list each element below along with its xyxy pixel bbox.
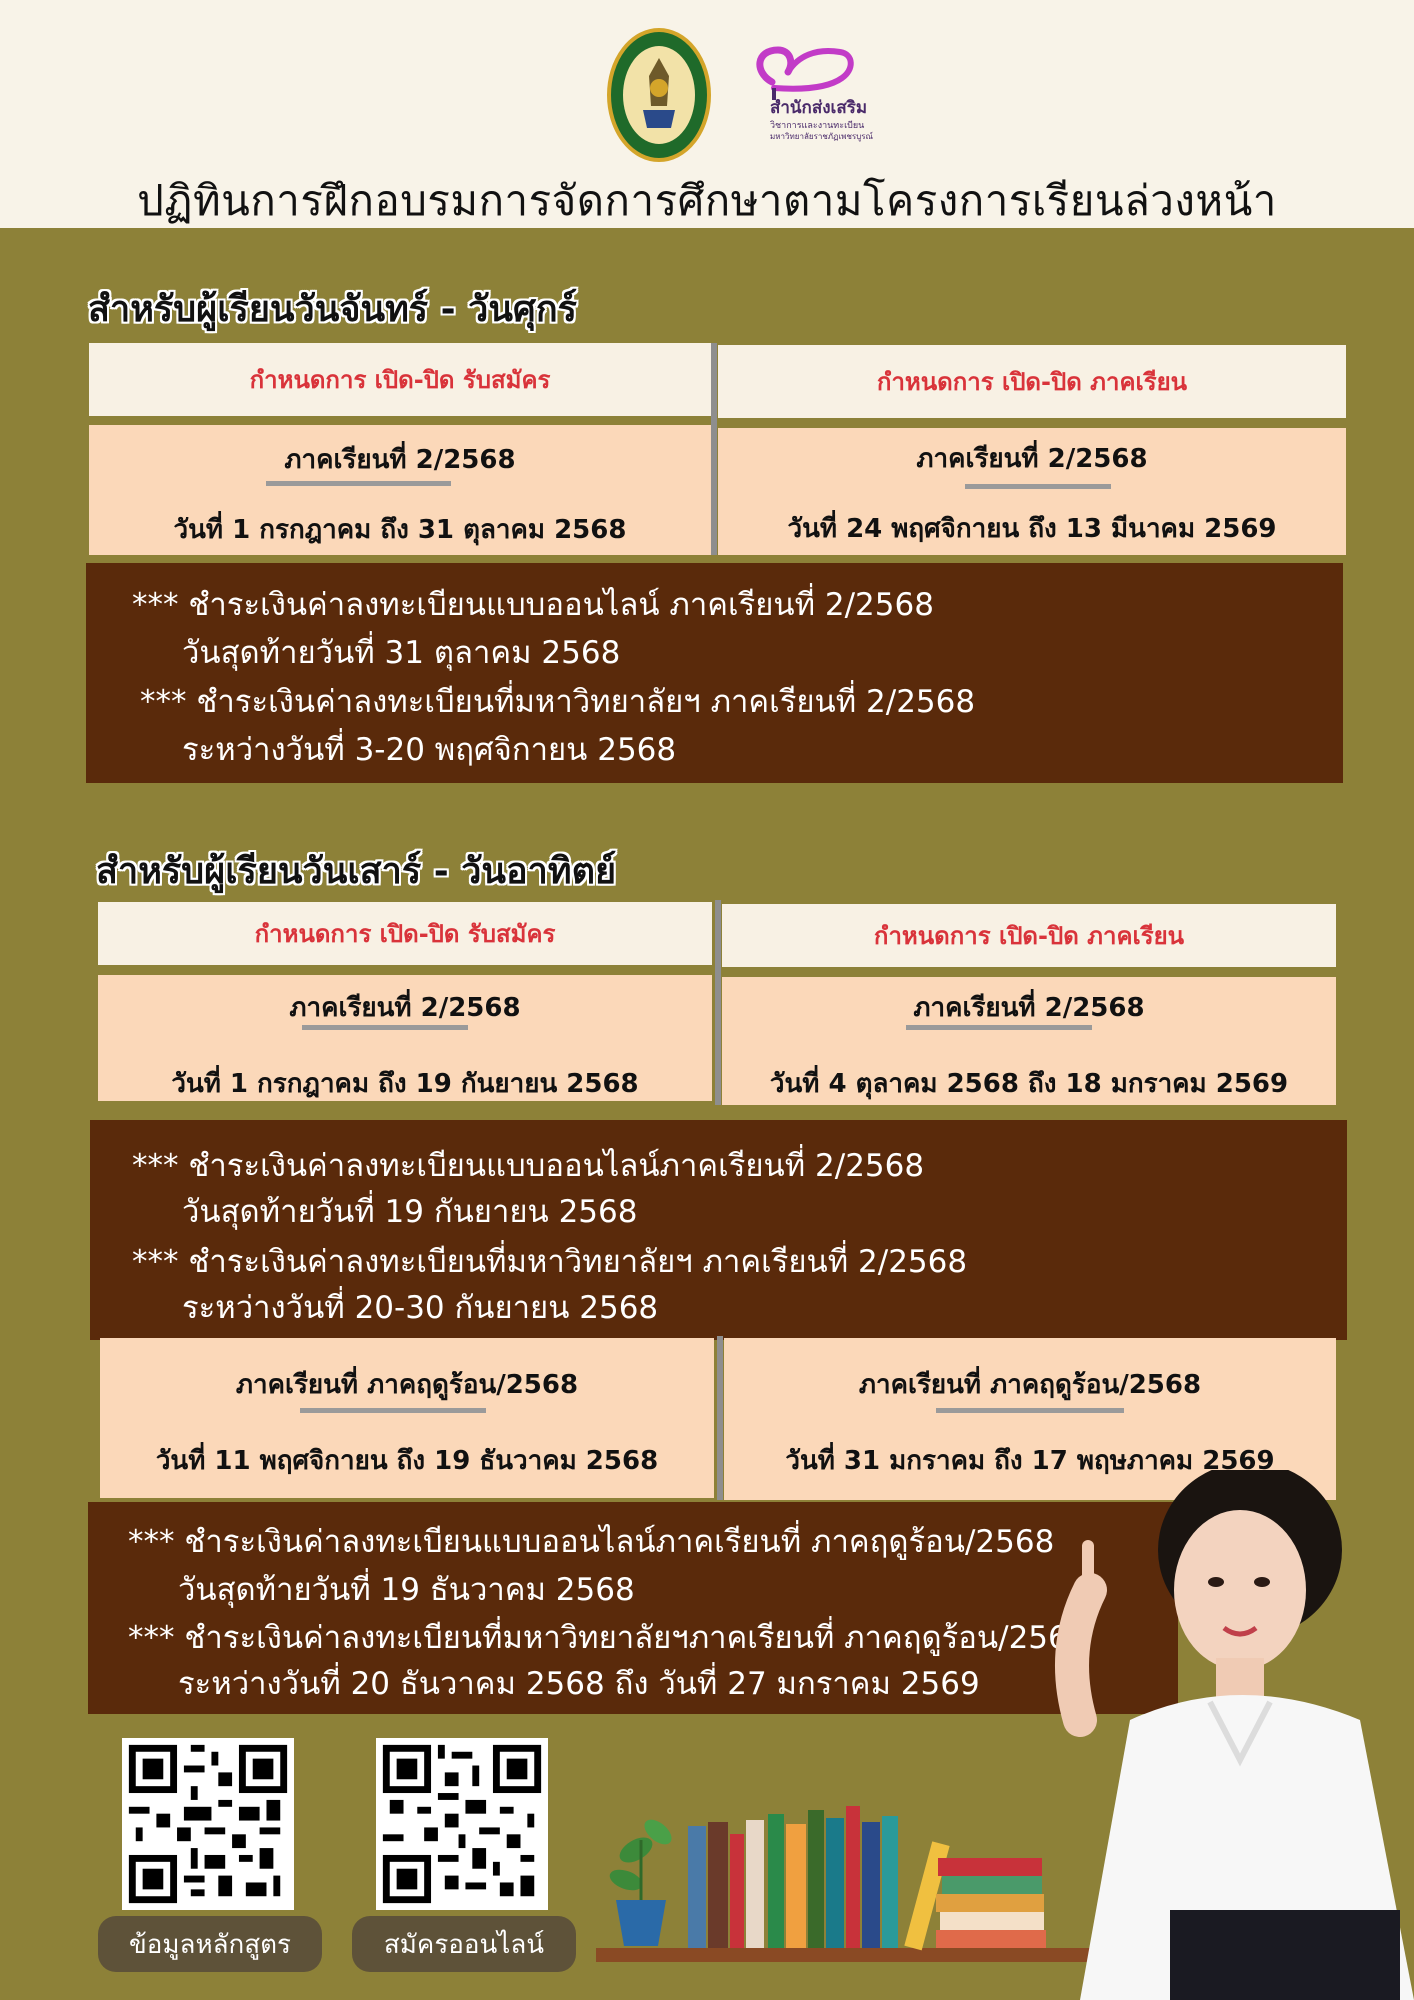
weekend-note-4: ระหว่างวันที่ 20-30 กันยายน 2568 — [182, 1290, 659, 1326]
column-divider — [715, 900, 721, 1105]
weekend-header-application: กำหนดการ เปิด-ปิด รับสมัคร — [98, 902, 712, 965]
weekend-note-2: วันสุดท้ายวันที่ 19 กันยายน 2568 — [182, 1194, 638, 1230]
weekday-application-cell — [89, 425, 711, 555]
course-info-button[interactable]: ข้อมูลหลักสูตร — [98, 1916, 322, 1972]
weekday-header-semester: กำหนดการ เปิด-ปิด ภาคเรียน — [718, 345, 1346, 418]
underline — [300, 1408, 486, 1413]
underline — [936, 1408, 1124, 1413]
underline — [302, 1025, 468, 1030]
summer-application-cell — [100, 1338, 714, 1498]
weekday-application-semester: ภาคเรียนที่ 2/2568 — [284, 445, 516, 475]
weekday-notes — [86, 563, 1343, 783]
summer-note-2: วันสุดท้ายวันที่ 19 ธันวาคม 2568 — [178, 1572, 635, 1608]
weekend-application-date: วันที่ 1 กรกฎาคม ถึง 19 กันยายน 2568 — [171, 1069, 639, 1099]
weekend-heading: สำหรับผู้เรียนวันเสาร์ - วันอาทิตย์ — [96, 851, 617, 892]
weekday-note-4: ระหว่างวันที่ 3-20 พฤศจิกายน 2568 — [182, 732, 677, 768]
weekday-note-2: วันสุดท้ายวันที่ 31 ตุลาคม 2568 — [182, 635, 621, 671]
column-divider — [717, 1336, 723, 1500]
summer-note-3: *** ชำระเงินค่าลงทะเบียนที่มหาวิทยาลัยฯภาคเรียนที่ ภาคฤดูร้อน/2568 — [128, 1620, 1088, 1656]
qr-code-icon — [122, 1738, 294, 1910]
summer-application-date: วันที่ 11 พฤศจิกายน ถึง 19 ธันวาคม 2568 — [155, 1446, 659, 1476]
page-title: ปฏิทินการฝึกอบรมการจัดการศึกษาตามโครงการเรียนล่วงหน้า — [137, 176, 1277, 225]
office-logo-name: สำนักส่งเสริม — [770, 98, 868, 118]
university-seal-icon — [607, 28, 711, 162]
weekend-note-1: *** ชำระเงินค่าลงทะเบียนแบบออนไลน์ภาคเรียนที่ 2/2568 — [132, 1148, 925, 1184]
weekday-note-3: *** ชำระเงินค่าลงทะเบียนที่มหาวิทยาลัยฯ ภาคเรียนที่ 2/2568 — [140, 684, 976, 720]
apply-online-qr-code[interactable] — [376, 1738, 548, 1910]
weekend-note-3: *** ชำระเงินค่าลงทะเบียนที่มหาวิทยาลัยฯ ภาคเรียนที่ 2/2568 — [132, 1244, 968, 1280]
weekend-semester-date: วันที่ 4 ตุลาคม 2568 ถึง 18 มกราคม 2569 — [769, 1069, 1289, 1099]
summer-application-semester: ภาคเรียนที่ ภาคฤดูร้อน/2568 — [235, 1370, 579, 1400]
office-logo-icon — [744, 42, 904, 102]
office-logo-university: มหาวิทยาลัยราชภัฏเพชรบูรณ์ — [770, 132, 873, 141]
office-logo-subtitle: วิชาการและงานทะเบียน — [770, 121, 865, 131]
weekday-semester-semester: ภาคเรียนที่ 2/2568 — [916, 444, 1148, 474]
underline — [906, 1025, 1092, 1030]
weekend-semester-semester: ภาคเรียนที่ 2/2568 — [913, 993, 1145, 1023]
summer-semester-semester: ภาคเรียนที่ ภาคฤดูร้อน/2568 — [858, 1370, 1202, 1400]
weekday-semester-cell — [718, 428, 1346, 555]
summer-note-1: *** ชำระเงินค่าลงทะเบียนแบบออนไลน์ภาคเรียนที่ ภาคฤดูร้อน/2568 — [128, 1524, 1055, 1560]
course-info-qr-code[interactable] — [122, 1738, 294, 1910]
weekday-semester-date: วันที่ 24 พฤศจิกายน ถึง 13 มีนาคม 2569 — [787, 514, 1277, 544]
column-divider — [711, 343, 717, 555]
qr-code-icon — [376, 1738, 548, 1910]
weekday-application-date: วันที่ 1 กรกฎาคม ถึง 31 ตุลาคม 2568 — [173, 515, 627, 545]
weekend-header-semester: กำหนดการ เปิด-ปิด ภาคเรียน — [722, 904, 1336, 967]
office-logo — [744, 42, 904, 152]
apply-online-button[interactable]: สมัครออนไลน์ — [352, 1916, 576, 1972]
summer-note-4: ระหว่างวันที่ 20 ธันวาคม 2568 ถึง วันที่ 27 มกราคม 2569 — [178, 1666, 980, 1702]
underline — [266, 481, 451, 486]
weekend-application-semester: ภาคเรียนที่ 2/2568 — [289, 993, 521, 1023]
weekday-note-1: *** ชำระเงินค่าลงทะเบียนแบบออนไลน์ ภาคเรียนที่ 2/2568 — [132, 587, 934, 623]
weekend-application-cell — [98, 975, 712, 1101]
weekday-header-application: กำหนดการ เปิด-ปิด รับสมัคร — [89, 343, 711, 416]
weekday-heading: สำหรับผู้เรียนวันจันทร์ - วันศุกร์ — [88, 289, 577, 330]
student-illustration — [1040, 1470, 1414, 2000]
summer-semester-date: วันที่ 31 มกราคม ถึง 17 พฤษภาคม 2569 — [785, 1446, 1275, 1476]
summer-notes — [88, 1502, 1178, 1714]
weekend-notes — [90, 1120, 1347, 1340]
weekend-semester-cell — [722, 977, 1336, 1105]
underline — [965, 484, 1111, 489]
